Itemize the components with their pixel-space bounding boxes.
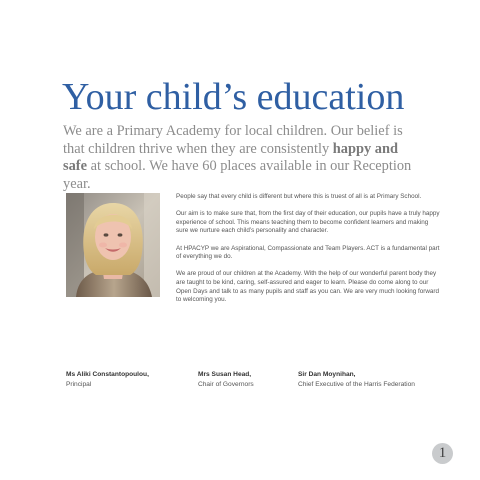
body-paragraph: At HPACYP we are Aspirational, Compassionate and Team Players. ACT is a fundamental part of everything we do. (176, 244, 440, 261)
signatory-name: Mrs Susan Head, (198, 371, 252, 378)
body-paragraph: Our aim is to make sure that, from the first day of their education, our pupils have a truly happy experience of school. This means teaching them to become confident learners and making sure we nurture each child’s personality and character. (176, 210, 440, 235)
intro-text-end: at school. We have 60 places available in our Reception year. (63, 158, 412, 192)
principal-photo (66, 193, 160, 297)
body-paragraph: People say that every child is different but where this is truest of all is at Primary School. (176, 193, 422, 200)
signature-chair (198, 370, 254, 389)
welcome-letter (176, 193, 442, 313)
page-title: Your child’s education (62, 76, 405, 118)
portrait-image (66, 193, 160, 297)
signature-ceo (298, 370, 415, 389)
intro-paragraph (63, 123, 423, 193)
signatory-role: Chief Executive of the Harris Federation (298, 380, 415, 388)
signatory-name: Sir Dan Moynihan, (298, 371, 356, 378)
intro-highlight: happy and safe (63, 140, 398, 174)
body-paragraph: We are proud of our children at the Academy. With the help of our wonderful parent body they are taught to be kind, caring, self-assured and eager to learn. Please do come along to our Open Days and talk to as many pupils and staff as you can. We are very much looking forward to welcoming you. (176, 270, 439, 304)
page-number-badge: 1 (432, 443, 453, 464)
signature-principal (66, 370, 149, 389)
signatory-role: Chair of Governors (198, 380, 254, 388)
signatory-name: Ms Aliki Constantopoulou, (66, 371, 149, 378)
intro-text-start: We are a Primary Academy for local children. Our belief is that children thrive when they are consistently (63, 123, 403, 157)
signatory-role: Principal (66, 380, 92, 388)
